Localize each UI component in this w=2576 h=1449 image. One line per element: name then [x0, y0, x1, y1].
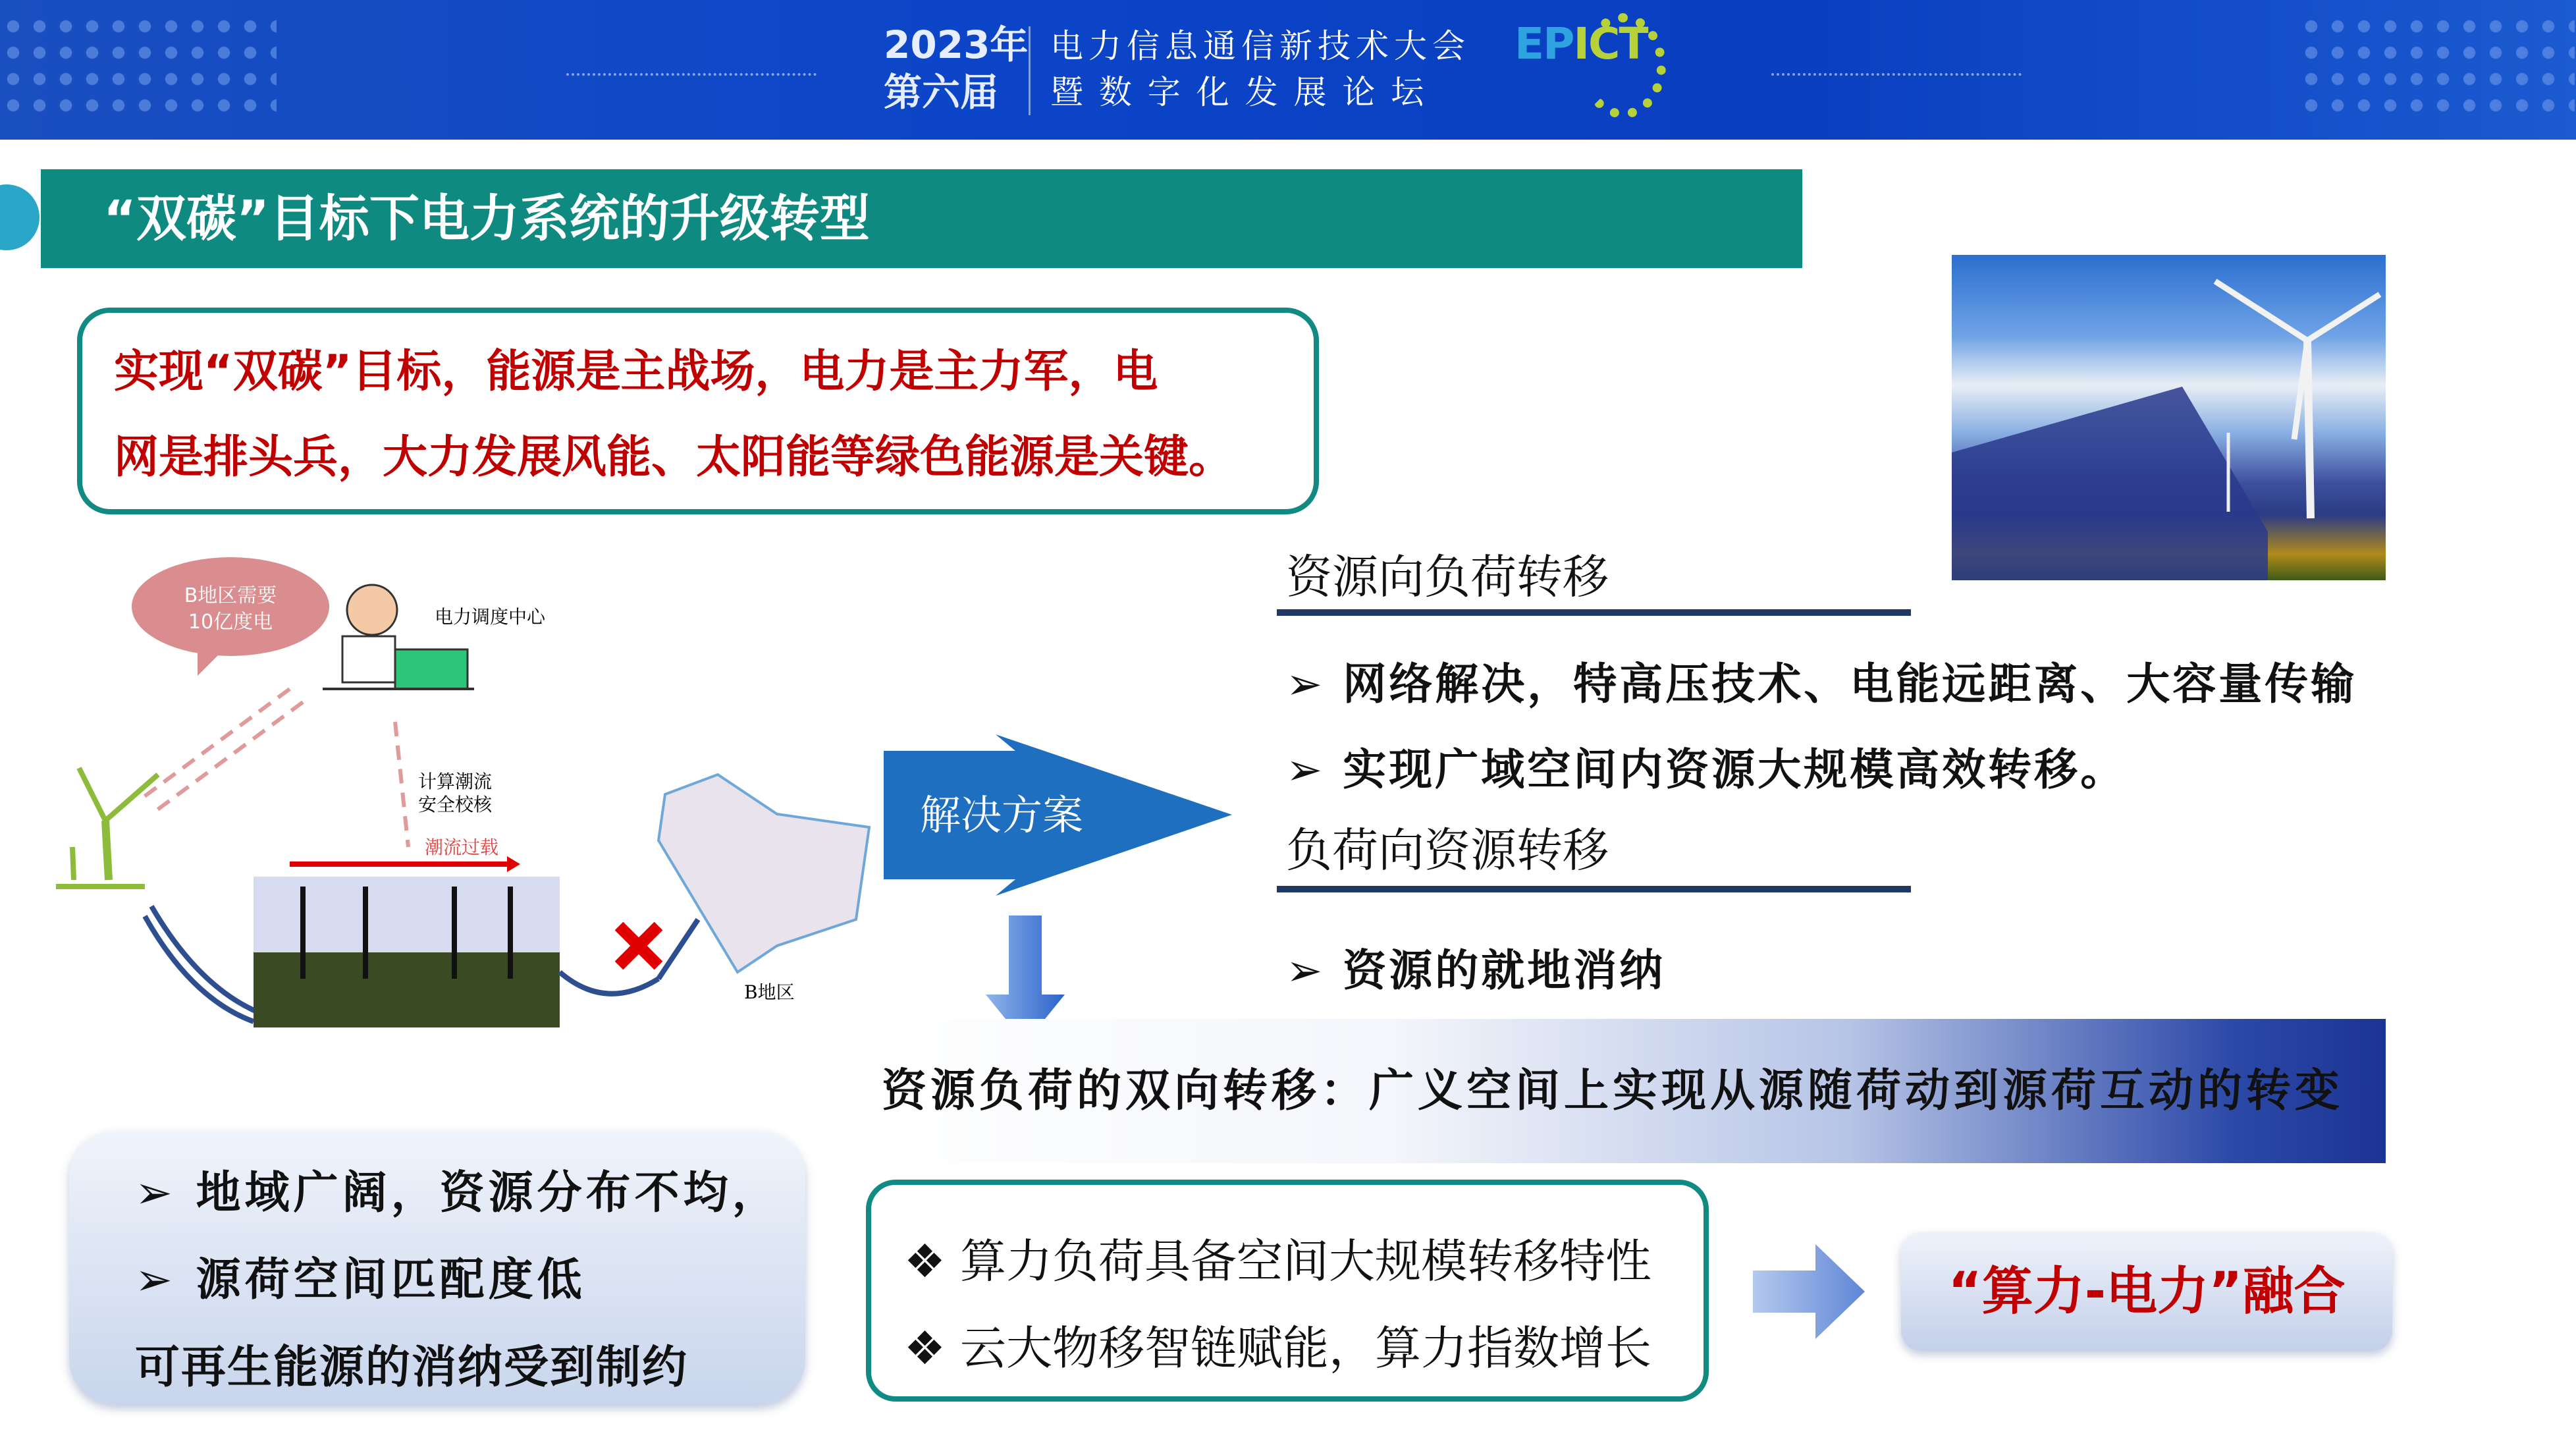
- compute-load-box: [866, 1180, 1709, 1402]
- decor-ticks: [566, 63, 817, 76]
- wind-turbine-icon: [1952, 255, 2386, 580]
- challenge-box: [69, 1131, 805, 1405]
- blocked-x-icon: [619, 926, 658, 966]
- calc-label: 安全校核: [418, 794, 493, 815]
- wind-solar-photo: [1952, 255, 2386, 580]
- heading-underline: [1277, 609, 1911, 616]
- title-circle-icon: [0, 184, 40, 250]
- decor-ticks: [1771, 63, 2022, 76]
- bidirectional-banner: 资源负荷的双向转移：广义空间上实现从源随荷动到源荷互动的转变: [854, 1019, 2386, 1163]
- decor-dots: [0, 13, 277, 125]
- section-heading: 负荷向资源转移: [1286, 823, 1609, 877]
- solution-label: 解决方案: [920, 791, 1084, 839]
- year: 2023年: [884, 22, 1029, 67]
- bullet-item: ➢ 资源的就地消纳: [1286, 945, 1666, 996]
- divider: [1029, 26, 1031, 115]
- decor-dots: [2298, 13, 2575, 125]
- wind-turbine-icon: [56, 768, 158, 887]
- bubble-text: 10亿度电: [188, 611, 273, 634]
- key-statement-line: 实现“双碳”目标，能源是主战场，电力是主力军，电: [114, 346, 1158, 398]
- dispatch-diagram: [0, 551, 887, 1027]
- conclusion-text: 可再生能源的消纳受到制约: [135, 1342, 689, 1394]
- solution-arrow: [884, 734, 1232, 896]
- dispatcher-icon: [323, 585, 474, 689]
- section-heading: 资源向负荷转移: [1286, 550, 1609, 604]
- calc-label: 计算潮流: [418, 771, 493, 792]
- region-map: [658, 775, 869, 972]
- key-statement-box: [77, 308, 1319, 514]
- edition: 第六届: [884, 70, 999, 115]
- compute-power-fusion-button[interactable]: “算力-电力”融合: [1901, 1232, 2392, 1351]
- right-arrow-icon: [1753, 1244, 1865, 1339]
- region-b-label: B地区: [744, 981, 795, 1003]
- bullet-item: ➢ 实现广域空间内资源大规模高效转移。: [1286, 744, 2127, 795]
- bubble-text: B地区需要: [184, 584, 277, 607]
- dispatch-center-label: 电力调度中心: [435, 606, 546, 628]
- page-title: “双碳”目标下电力系统的升级转型: [41, 169, 1802, 268]
- bullet-item: ➢ 地域广阔，资源分布不均，: [135, 1167, 781, 1219]
- list-item: ❖ 云大物移智链赋能，算力指数增长: [904, 1321, 1652, 1375]
- bullet-item: ➢ 源荷空间匹配度低: [135, 1254, 586, 1306]
- list-item: ❖ 算力负荷具备空间大规模转移特性: [904, 1234, 1652, 1288]
- header-banner: [0, 0, 2576, 140]
- dashed-arrow: [151, 702, 303, 814]
- epict-logo: EPICT: [1515, 18, 1648, 69]
- bullet-item: ➢ 网络解决，特高压技术、电能远距离、大容量传输: [1286, 659, 2357, 709]
- overload-label: 潮流过载: [425, 836, 499, 858]
- key-statement-line: 网是排头兵，大力发展风能、太阳能等绿色能源是关键。: [114, 431, 1234, 483]
- conference-subtitle: 暨 数 字 化 发 展 论 坛: [1050, 73, 1427, 111]
- conference-title: 电力信息通信新技术大会: [1050, 27, 1470, 65]
- heading-underline: [1277, 886, 1911, 892]
